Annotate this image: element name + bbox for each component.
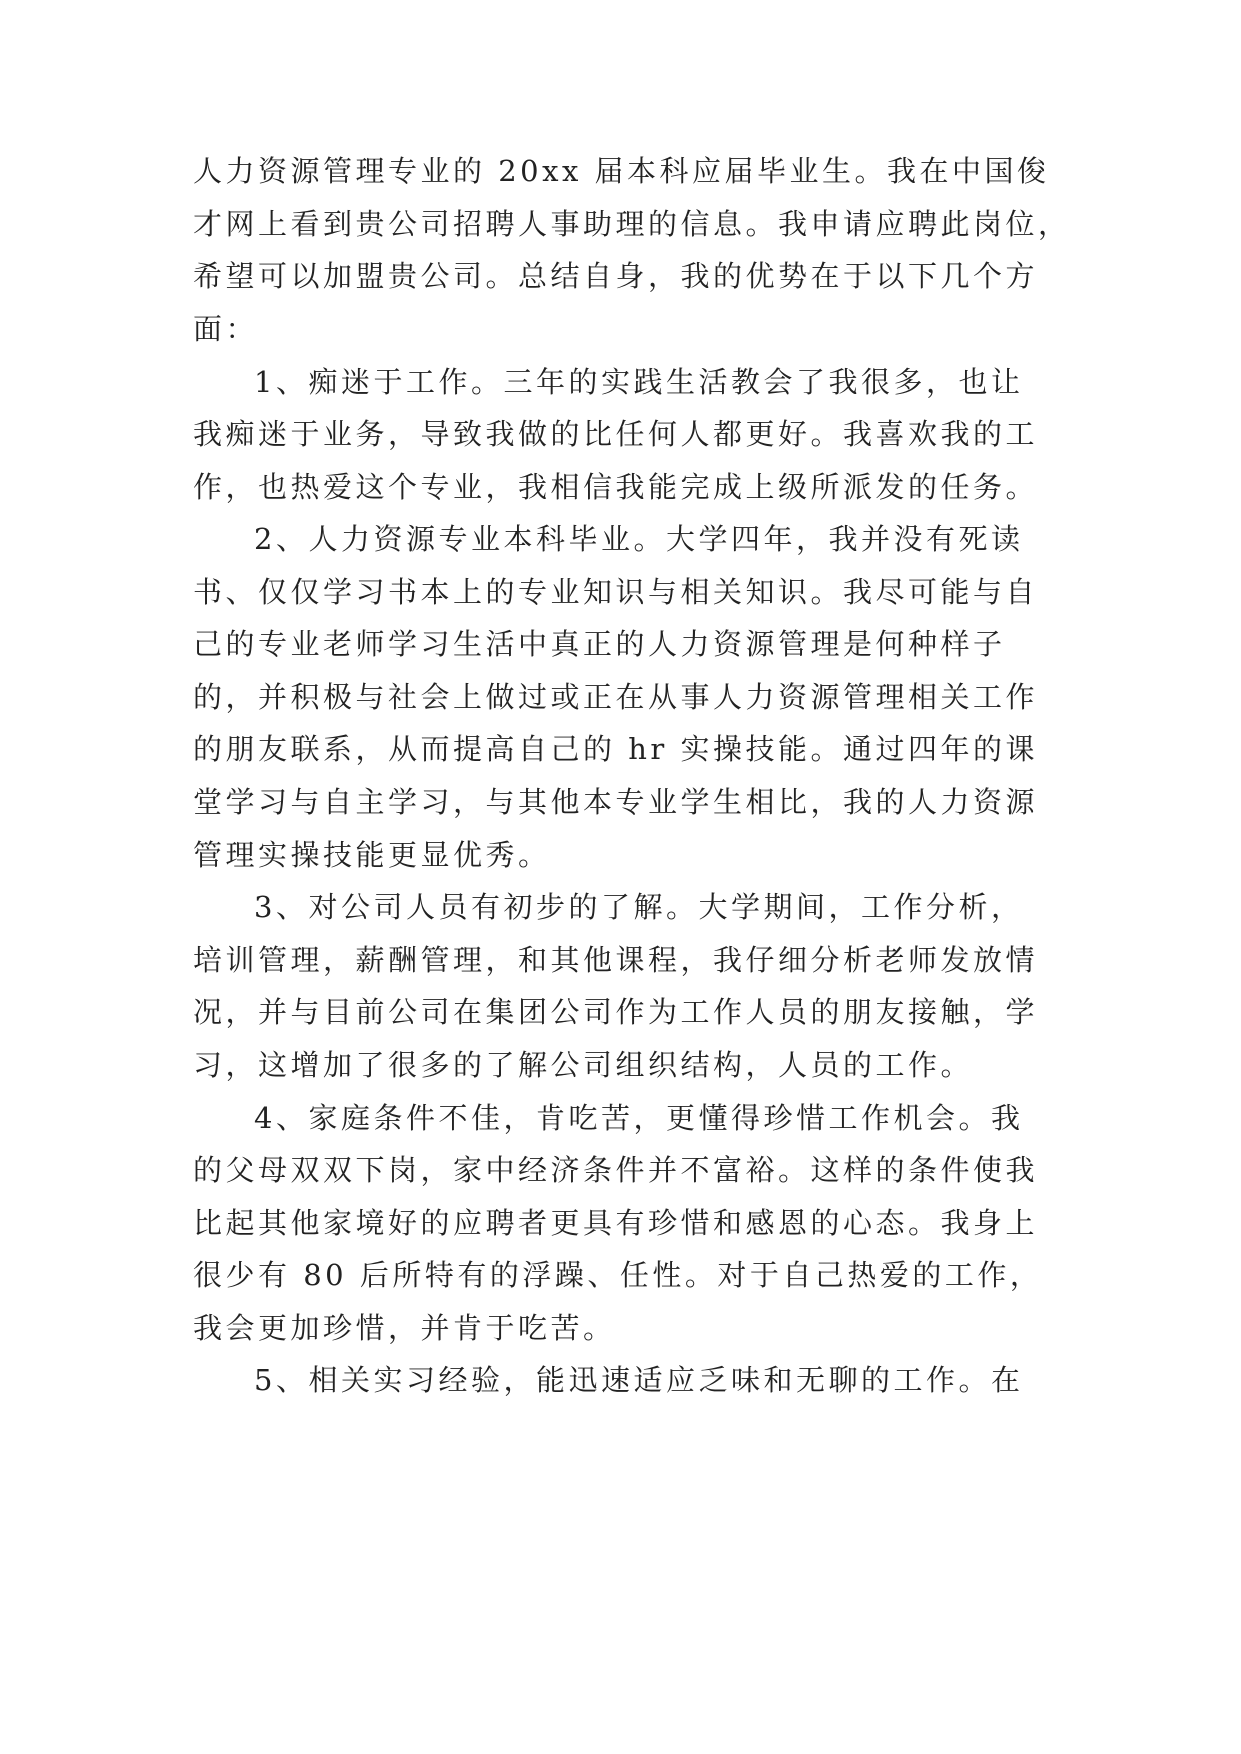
- text-line: 习，这增加了很多的了解公司组织结构，人员的工作。: [193, 1048, 974, 1082]
- text-line: 的朋友联系，从而提高自己的 hr 实操技能。通过四年的课: [193, 732, 1038, 766]
- text-line: 书、仅仅学习书本上的专业知识与相关知识。我尽可能与自: [193, 575, 1039, 609]
- text-line: 4、家庭条件不佳，肯吃苦，更懂得珍惜工作机会。我: [254, 1101, 1024, 1135]
- text-line: 作，也热爱这个专业，我相信我能完成上级所派发的任务。: [193, 470, 1039, 504]
- text-line: 己的专业老师学习生活中真正的人力资源管理是何种样子: [193, 627, 1006, 661]
- text-line: 面：: [193, 312, 259, 346]
- text-line: 希望可以加盟贵公司。总结自身，我的优势在于以下几个方: [193, 259, 1039, 293]
- text-line: 比起其他家境好的应聘者更具有珍惜和感恩的心态。我身上: [193, 1206, 1039, 1240]
- text-line: 2、人力资源专业本科毕业。大学四年，我并没有死读: [254, 522, 1024, 556]
- text-line: 3、对公司人员有初步的了解。大学期间，工作分析，: [254, 890, 1024, 924]
- text-line: 管理实操技能更显优秀。: [193, 838, 551, 872]
- text-line: 培训管理，薪酬管理，和其他课程，我仔细分析老师发放情: [193, 943, 1039, 977]
- text-line: 才网上看到贵公司招聘人事助理的信息。我申请应聘此岗位，: [193, 207, 1071, 241]
- text-line: 的父母双双下岗，家中经济条件并不富裕。这样的条件使我: [193, 1153, 1039, 1187]
- text-line: 况，并与目前公司在集团公司作为工作人员的朋友接触，学: [193, 995, 1039, 1029]
- text-line: 我痴迷于业务，导致我做的比任何人都更好。我喜欢我的工: [193, 417, 1039, 451]
- text-line: 很少有 80 后所特有的浮躁、任性。对于自己热爱的工作，: [193, 1258, 1043, 1292]
- text-line: 5、相关实习经验，能迅速适应乏味和无聊的工作。在: [254, 1363, 1024, 1397]
- text-line: 堂学习与自主学习，与其他本专业学生相比，我的人力资源: [193, 785, 1039, 819]
- text-line: 人力资源管理专业的 20xx 届本科应届毕业生。我在中国俊: [193, 154, 1050, 188]
- text-line: 我会更加珍惜，并肯于吃苦。: [193, 1311, 616, 1345]
- text-line: 1、痴迷于工作。三年的实践生活教会了我很多，也让: [254, 365, 1024, 399]
- text-line: 的，并积极与社会上做过或正在从事人力资源管理相关工作: [193, 680, 1039, 714]
